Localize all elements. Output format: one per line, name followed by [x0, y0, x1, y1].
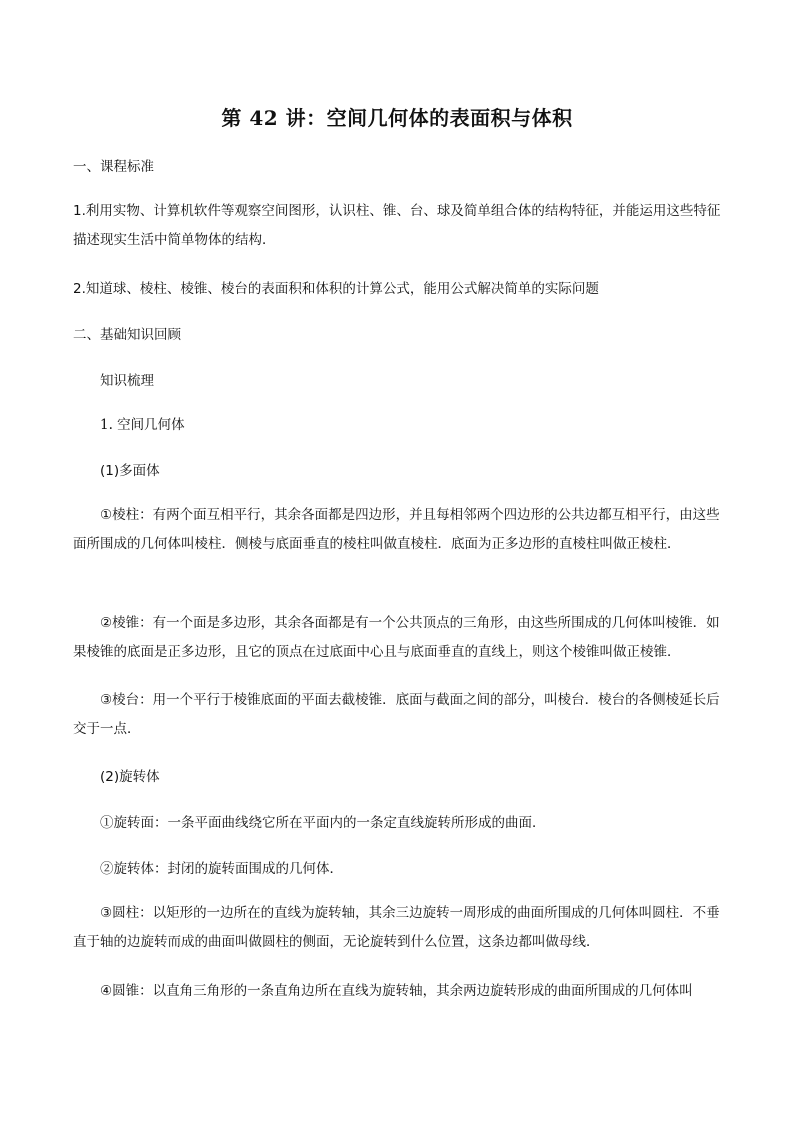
- cone-paragraph: ④圆锥：以直角三角形的一条直角边所在直线为旋转轴，其余两边旋转形成的曲面所围成的几何体叫: [100, 983, 693, 999]
- rotation-body-paragraph: ②旋转体：封闭的旋转面围成的几何体．: [100, 861, 343, 877]
- section-heading-basic-knowledge: 二、基础知识回顾: [73, 327, 181, 343]
- item-1-heading: 1. 空间几何体: [100, 417, 185, 433]
- polyhedron-heading: (1)多面体: [100, 463, 160, 479]
- cylinder-paragraph: [73, 899, 723, 957]
- rotation-body-heading: (2)旋转体: [100, 769, 160, 785]
- standard-paragraph-1: [73, 197, 723, 255]
- frustum-paragraph: [73, 686, 723, 744]
- pyramid-paragraph: [73, 609, 723, 667]
- cylinder-text: ③圆柱：以矩形的一边所在的直线为旋转轴，其余三边旋转一周形成的曲面所围成的几何体叫圆柱．不垂直于轴的边旋转而成的曲面叫做圆柱的侧面，无论旋转到什么位置，这条边都叫做母线．: [73, 905, 720, 950]
- standard-paragraph-2: 2.知道球、棱柱、棱锥、棱台的表面积和体积的计算公式，能用公式解决简单的实际问题: [73, 281, 599, 297]
- prism-paragraph: [73, 501, 723, 559]
- prism-text: ①棱柱：有两个面互相平行，其余各面都是四边形，并且每相邻两个四边形的公共边都互相平行，由这些面所围成的几何体叫棱柱．侧棱与底面垂直的棱柱叫做直棱柱．底面为正多边形的直棱柱叫做正棱柱．: [73, 507, 720, 552]
- frustum-text: ③棱台：用一个平行于棱锥底面的平面去截棱锥．底面与截面之间的部分，叫棱台．棱台的各侧棱延长后交于一点．: [73, 692, 720, 737]
- standard-1-text: 1.利用实物、计算机软件等观察空间图形，认识柱、锥、台、球及简单组合体的结构特征，并能运用这些特征描述现实生活中简单物体的结构．: [73, 203, 721, 248]
- section-heading-course-standards: 一、课程标准: [73, 159, 154, 175]
- page-title: 第 42 讲：空间几何体的表面积与体积: [221, 106, 573, 130]
- rotation-surface-paragraph: ①旋转面：一条平面曲线绕它所在平面内的一条定直线旋转所形成的曲面．: [100, 815, 546, 831]
- pyramid-text: ②棱锥：有一个面是多边形，其余各面都是有一个公共顶点的三角形，由这些所围成的几何体叫棱锥．如果棱锥的底面是正多边形，且它的顶点在过底面中心且与底面垂直的直线上，则这个棱锥叫做正棱锥．: [73, 615, 720, 660]
- knowledge-summary-label: 知识梳理: [100, 373, 154, 389]
